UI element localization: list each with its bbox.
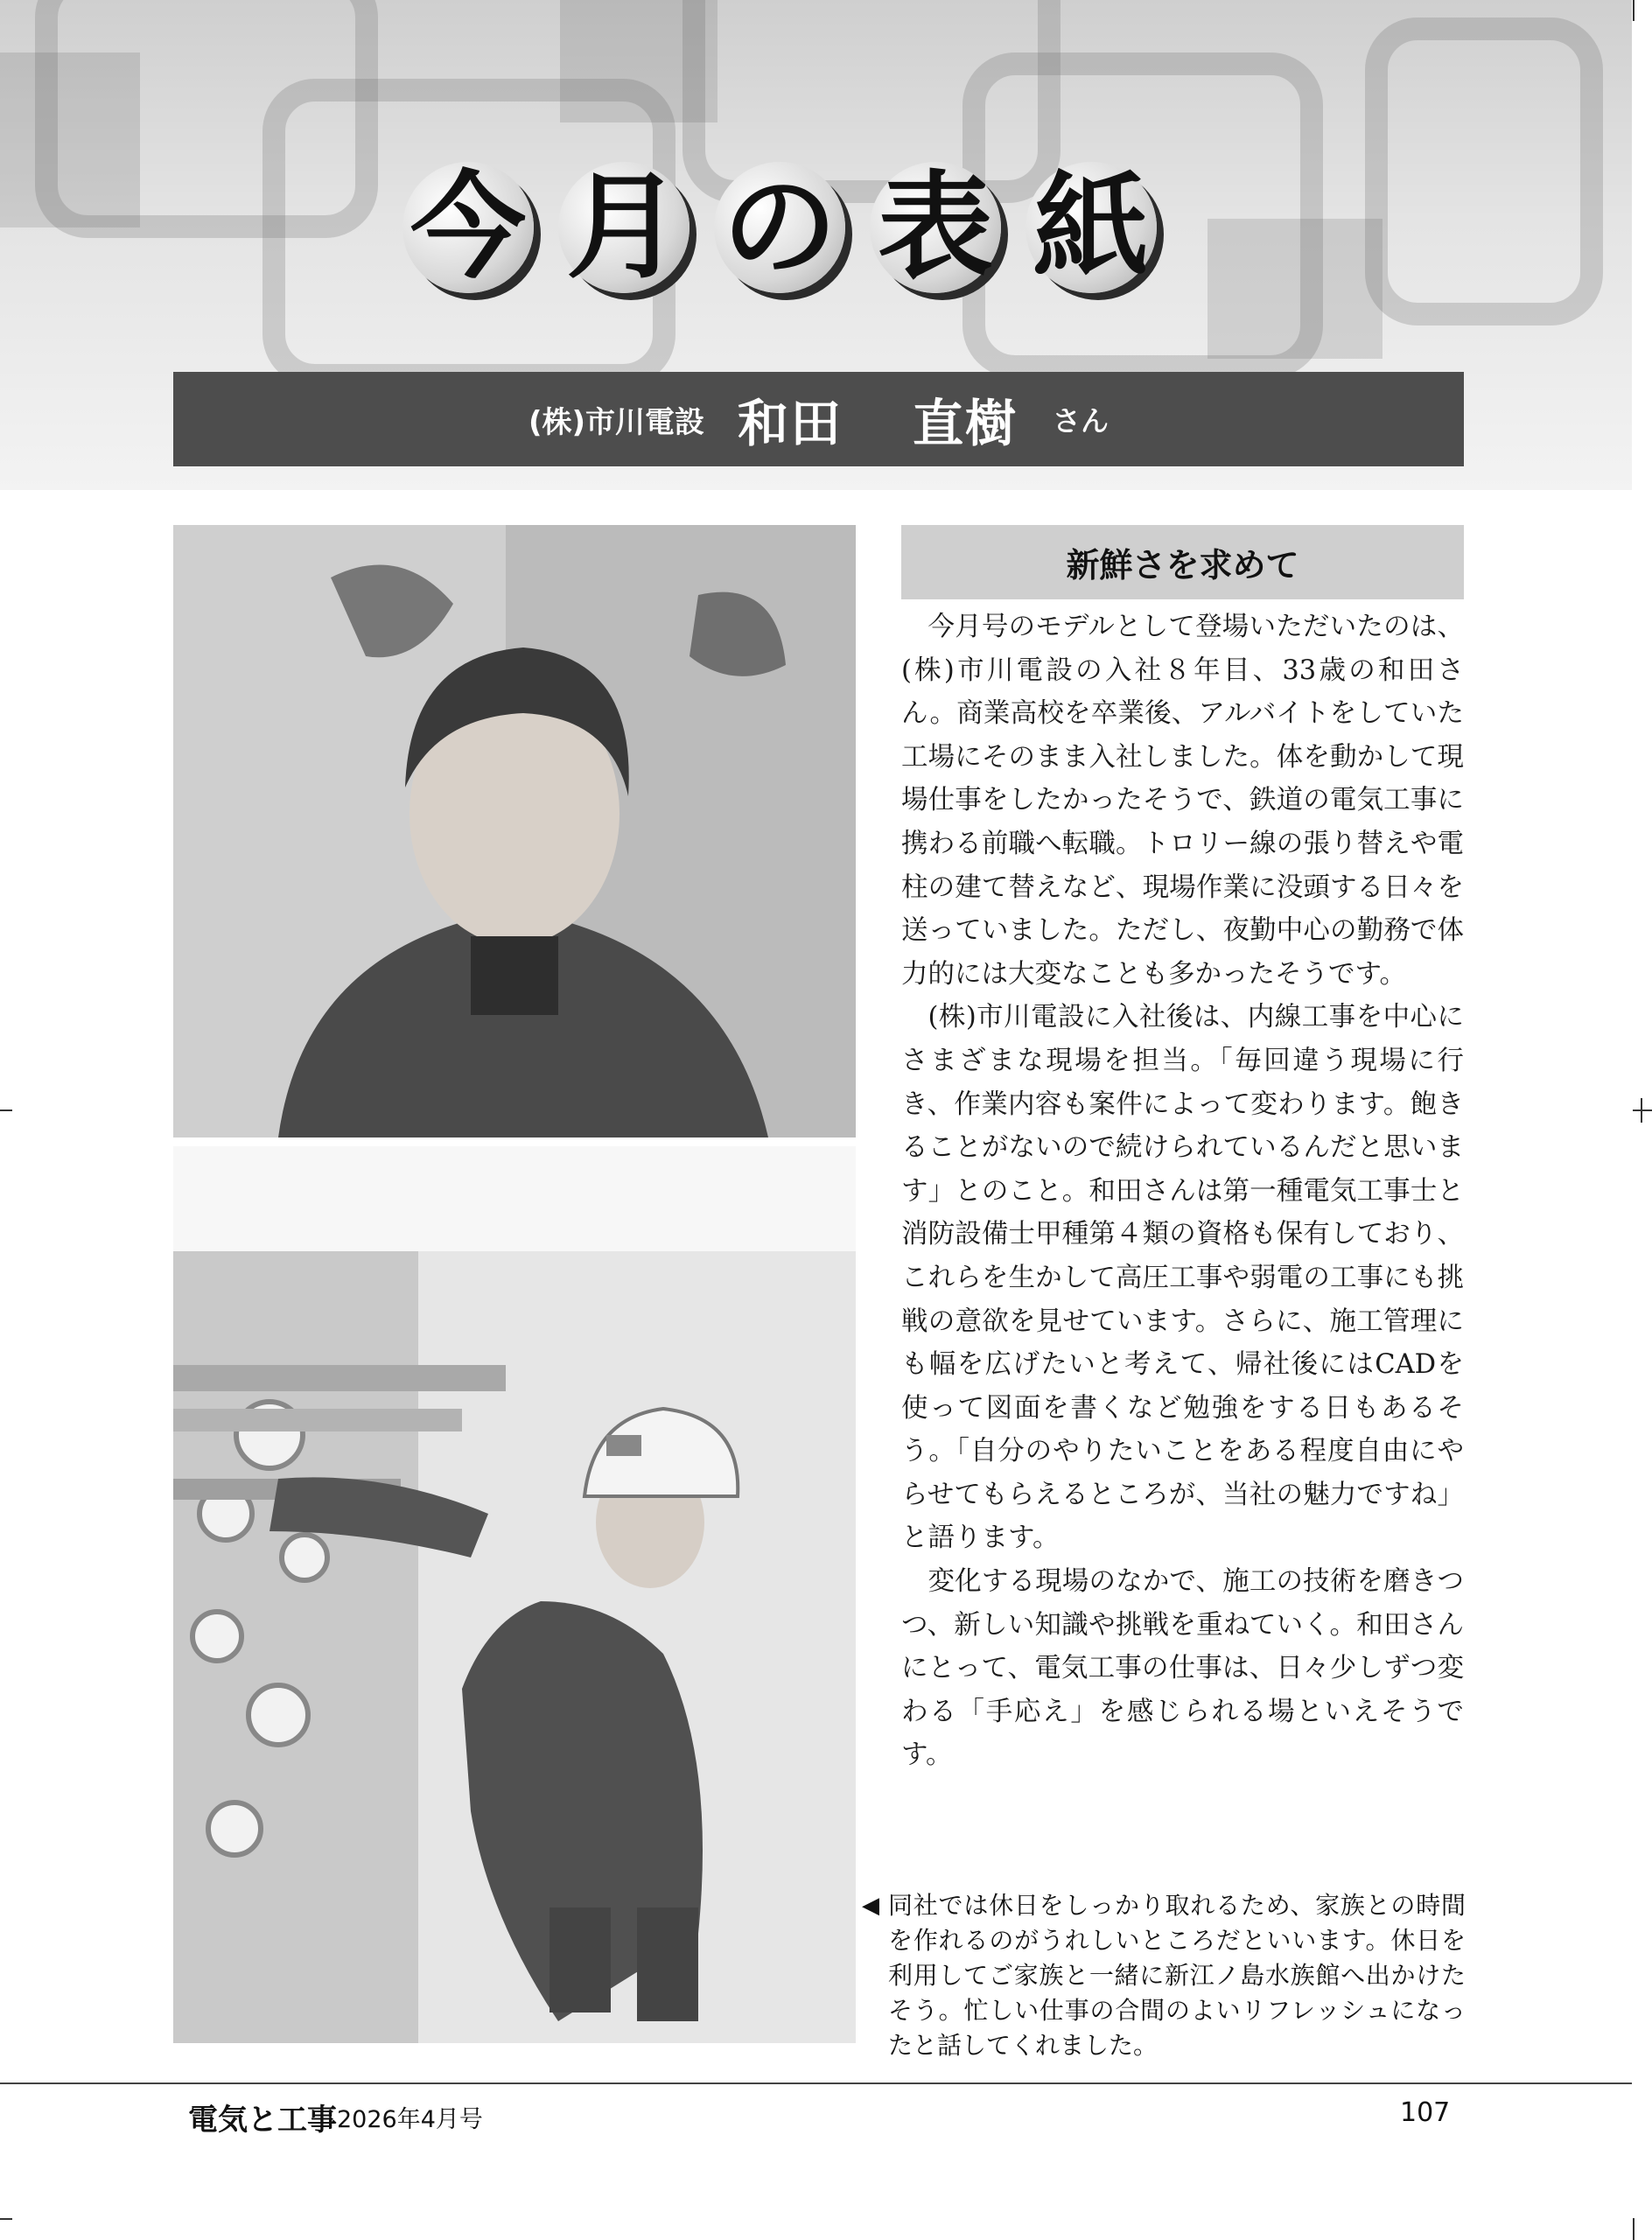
caption-text: 同社では休日をしっかり取れるため、家族との時間を作れるのがうれしいところだといいます。休日を利用してご家族と一緒に新江ノ島水族館へ出かけたそう。忙しい仕事の合間のよいリフレッシュになったと話してくれました。 [888,1891,1466,2060]
photo-caption [862,1888,1466,2063]
paragraph: 今月号のモデルとして登場いただいたのは、(株)市川電設の入社８年目、33歳の和田さん。商業高校を卒業後、アルバイトをしていた工場にそのまま入社しました。体を動かして現場仕事をしたかったそうで、鉄道の電気工事に携わる前職へ転職。トロリー線の張り替えや電柱の建て替えなど、現場作業に没頭する日々を送っていました。ただし、夜勤中心の勤務で体力的には大変なことも多かったそうです。 [901,612,1464,990]
name-plate [173,372,1464,466]
caption-arrow-icon: ◀ [862,1893,879,1919]
title-char: 今 [402,162,534,293]
title-char: の [714,162,845,293]
trim-mark [1633,2218,1634,2240]
trim-mark [0,1110,12,1111]
magazine-name: 電気と工事 [188,2103,337,2138]
section-heading: 新鮮さを求めて [901,525,1464,599]
issue-label: 2026年4月号 [337,2106,483,2133]
page-title [402,149,1260,306]
trim-mark [0,2218,12,2220]
title-char: 紙 [1026,162,1157,293]
page-number: 107 [1400,2097,1451,2128]
person-name [738,382,1018,456]
honorific: さん [1053,404,1110,438]
paragraph: 変化する現場のなかで、施工の技術を磨きつつ、新しい知識や挑戦を重ねていく。和田さんにとって、電気工事の仕事は、日々少しずつ変わる「手応え」を感じられる場といえそうです。 [901,1566,1464,1771]
title-char: 表 [870,162,1001,293]
footer-divider [0,2082,1632,2084]
given-name: 直樹 [913,394,1018,453]
trim-mark [1633,1110,1652,1111]
work-photo [173,1146,856,2043]
paragraph: (株)市川電設に入社後は、内線工事を中心にさまざまな現場を担当。「毎回違う現場に行き、作業内容も案件によって変わります。飽きることがないので続けられているんだと思います」とのこと。和田さんは第一種電気工事士と消防設備士甲種第４類の資格も保有しており、これらを生かして高圧工事や弱電の工事にも挑戦の意欲を見せています。さらに、施工管理にも幅を広げたいと考えて、帰社後にはCADを使って図面を書くなど勉強をする日もあるそう。「自分のやりたいことをある程度自由にやらせてもらえるところが、当社の魅力ですね」と語ります。 [901,1002,1464,1554]
title-char: 月 [558,162,690,293]
trim-mark [1641,1098,1642,1123]
portrait-photo [173,525,856,1138]
article-body [901,606,1464,1777]
family-name: 和田 [738,394,844,453]
trim-mark [1633,0,1634,21]
company-name: (株)市川電設 [528,404,705,440]
